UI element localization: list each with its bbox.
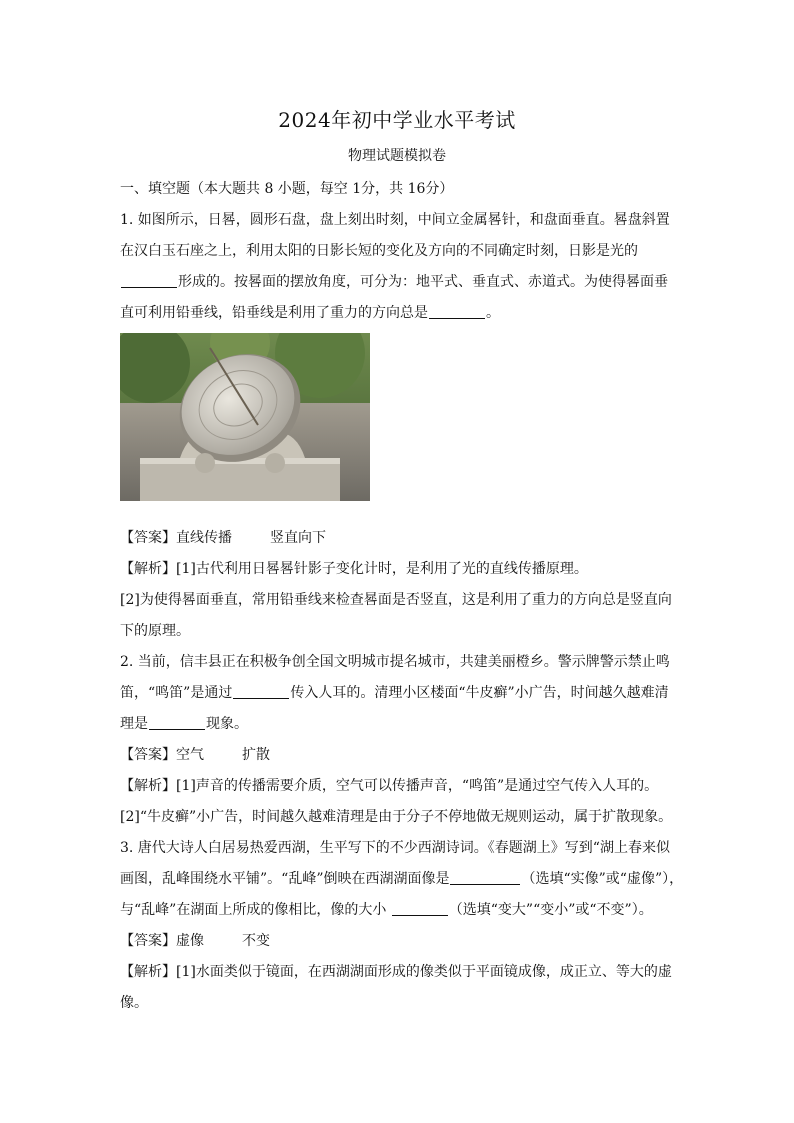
- q3-answer-1: 虚像: [176, 933, 204, 949]
- q3-line-2-text: 画图，乱峰围绕水平铺”。“乱峰”倒映在西湖湖面像是: [120, 871, 450, 887]
- q3-line-2-rest: （选填“实像”或“虚像”），: [521, 871, 684, 887]
- q1-analysis-1-text: [1]古代利用日晷晷针影子变化计时，是利用了光的直线传播原理。: [176, 561, 588, 577]
- q3-line-3: [120, 895, 685, 926]
- q3-line-2: [120, 864, 685, 895]
- q2-blank-2: [149, 713, 205, 730]
- q3-answer-tag: 【答案】: [120, 933, 176, 949]
- page-subtitle: 物理试题模拟卷: [348, 148, 446, 164]
- q1-line-1: 1. 如图所示，日晷，圆形石盘，盘上刻出时刻，中间立金属晷针，和盘面垂直。晷盘斜置: [120, 212, 670, 228]
- q2-line-2-rest: 传入人耳的。清理小区楼面“牛皮癣”小广告，时间越久越难清: [290, 685, 669, 701]
- q2-line-3-text: 理是: [120, 716, 148, 732]
- sundial-photo: [120, 333, 370, 501]
- q1-blank-1: [121, 271, 177, 288]
- q3-analysis-1a-text: [1]水面类似于镜面，在西湖湖面形成的像类似于平面镜成像，成正立、等大的虚: [176, 964, 672, 980]
- q3-answer-2: 不变: [242, 933, 270, 949]
- q3-line-3-text: 与“乱峰”在湖面上所成的像相比，像的大小: [120, 902, 391, 918]
- q1-analysis-2a: [2]为使得晷面垂直，常用铅垂线来检查晷面是否竖直，这是利用了重力的方向总是竖直向: [120, 592, 672, 608]
- q1-line-3-text: 形成的。按晷面的摆放角度，可分为：地平式、垂直式、赤道式。为使得晷面垂: [178, 274, 668, 290]
- q3-analysis-tag: 【解析】: [120, 964, 176, 980]
- page-title: 2024年初中学业水平考试: [278, 108, 516, 132]
- q1-analysis-1: [120, 554, 685, 585]
- q2-analysis-2: [2]“牛皮癣”小广告，时间越久越难清理是由于分子不停地做无规则运动，属于扩散现象。: [120, 809, 673, 825]
- q2-line-1: 2. 当前，信丰县正在积极争创全国文明城市提名城市，共建美丽橙乡。警示牌警示禁止鸣: [120, 654, 670, 670]
- q1-line-4-end: 。: [486, 305, 500, 321]
- q2-line-2-text: 笛，“鸣笛”是通过: [120, 685, 233, 701]
- exam-body: [120, 174, 685, 1019]
- q1-line-4: [120, 298, 685, 329]
- sundial-figure: [120, 333, 685, 523]
- q3-analysis-1a: [120, 957, 685, 988]
- q1-line-3: [120, 267, 685, 298]
- q1-line-4-text: 直可利用铅垂线，铅垂线是利用了重力的方向总是: [120, 305, 428, 321]
- q2-line-2: [120, 678, 685, 709]
- q2-line-3-rest: 现象。: [206, 716, 248, 732]
- q2-line-3: [120, 709, 685, 740]
- q3-answer: [120, 926, 685, 957]
- q3-blank-2: [392, 899, 448, 916]
- q2-blank-1: [233, 682, 289, 699]
- q3-analysis-1b: 像。: [120, 995, 148, 1011]
- q1-answer-tag: 【答案】: [120, 530, 176, 546]
- q1-answer-1: 直线传播: [176, 530, 232, 546]
- q2-answer-tag: 【答案】: [120, 747, 176, 763]
- q2-answer: [120, 740, 685, 771]
- q1-analysis-tag: 【解析】: [120, 561, 176, 577]
- q1-blank-2: [429, 302, 485, 319]
- q3-blank-1: [450, 868, 520, 885]
- q3-line-3-rest: （选填“变大”“变小”或“不变”）。: [448, 902, 653, 918]
- q3-line-1: 3. 唐代大诗人白居易热爱西湖，生平写下的不少西湖诗词。《春题湖上》写到“湖上春来似: [120, 840, 670, 856]
- section-heading: 一、填空题（本大题共 8 小题，每空 1分，共 16分）: [120, 181, 454, 197]
- q2-analysis-tag: 【解析】: [120, 778, 176, 794]
- q2-analysis-1-text: [1]声音的传播需要介质，空气可以传播声音，“鸣笛”是通过空气传入人耳的。: [176, 778, 659, 794]
- q1-answer-2: 竖直向下: [270, 530, 326, 546]
- q1-answer: [120, 523, 685, 554]
- q2-analysis-1: [120, 771, 685, 802]
- q2-answer-1: 空气: [176, 747, 204, 763]
- q1-analysis-2b: 下的原理。: [120, 623, 190, 639]
- q1-line-2: 在汉白玉石座之上，利用太阳的日影长短的变化及方向的不同确定时刻，日影是光的: [120, 243, 638, 259]
- q2-answer-2: 扩散: [242, 747, 270, 763]
